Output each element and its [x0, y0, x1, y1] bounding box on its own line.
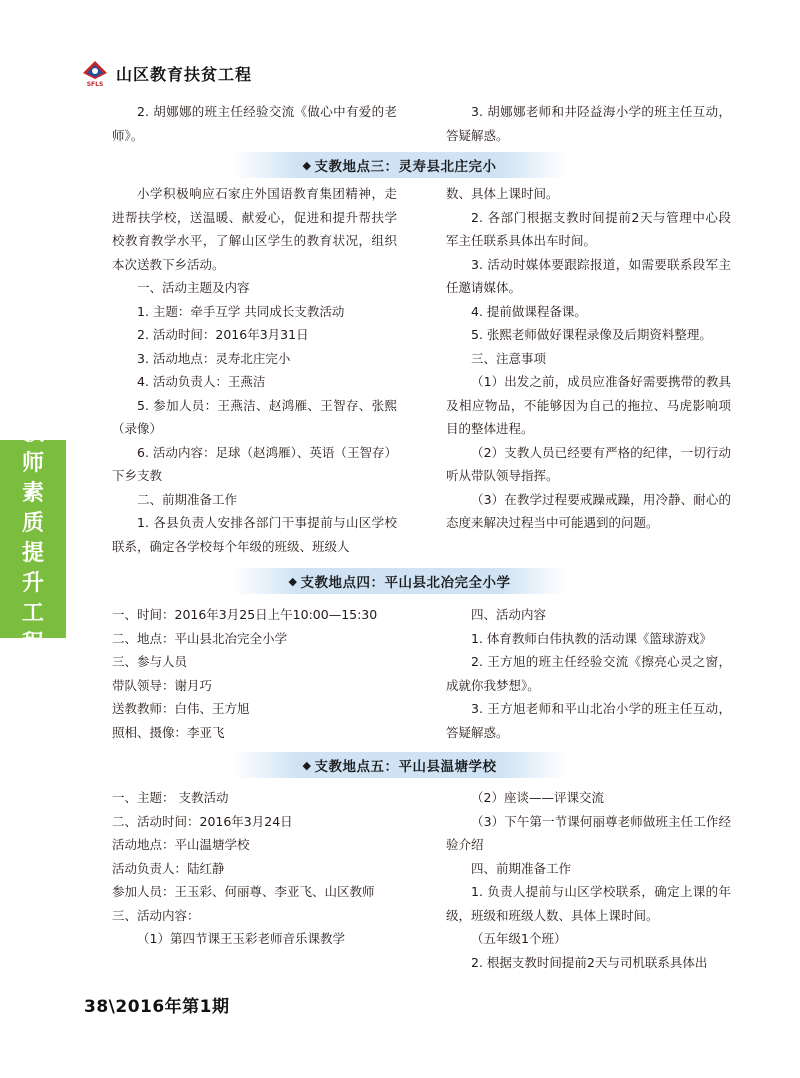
paragraph: 一、活动主题及内容 — [137, 280, 250, 295]
side-tab-char: 素 — [21, 481, 44, 506]
paragraph: 二、活动时间：2016年3月24日 — [112, 813, 293, 829]
side-tab-char: 程 — [21, 631, 44, 656]
paragraph: 4. 活动负责人：王燕洁 — [137, 374, 266, 389]
paragraph: 三、参与人员 — [112, 654, 188, 669]
diamond-icon: ◆ — [302, 158, 312, 172]
section4-right-column — [446, 603, 731, 744]
paragraph: 2. 根据支教时间提前2天与司机联系具体出 — [471, 954, 708, 970]
section-banner-3 — [232, 152, 567, 178]
banner-title: 支教地点五：平山县温塘学校 — [314, 759, 497, 775]
top-right-column — [446, 100, 731, 147]
side-tab-char: 质 — [21, 511, 44, 536]
paragraph: 3. 王方旭老师和平山北冶小学的班主任互动，答疑解惑。 — [446, 701, 731, 740]
logo-text: SFLS — [86, 81, 104, 88]
paragraph: 一、主题： 支教活动 — [112, 790, 229, 805]
side-tab-char: 教 — [21, 421, 44, 446]
paragraph: 6. 活动内容：足球（赵鸿雁）、英语（王智存）下乡支教 — [112, 444, 397, 483]
paragraph: 四、前期准备工作 — [471, 860, 572, 876]
section3-left-column — [112, 182, 397, 558]
paragraph: 四、活动内容 — [471, 607, 547, 622]
page-header — [80, 58, 252, 88]
paragraph: （1）第四节课王玉彩老师音乐课教学 — [137, 931, 345, 946]
paragraph: 3. 活动地点：灵寿北庄完小 — [137, 350, 291, 366]
side-tab-char: 师 — [21, 451, 44, 476]
paragraph: 带队领导：谢月巧 — [112, 677, 213, 693]
paragraph: （3）在教学过程要戒躁戒躁，用冷静、耐心的态度来解决过程当中可能遇到的问题。 — [446, 491, 731, 530]
side-tab — [0, 421, 66, 656]
paragraph: 1. 负责人提前与山区学校联系，确定上课的年级，班级和班级人数、具体上课时间。 — [446, 884, 731, 923]
paragraph: （1）出发之前，成员应准备好需要携带的教具及相应物品，不能够因为自己的拖拉、马虎影响项目的整体进程。 — [446, 374, 731, 436]
paragraph: 送教教师：白伟、王方旭 — [112, 701, 250, 716]
paragraph: 3. 胡娜娜老师和井陉益海小学的班主任互动，答疑解惑。 — [446, 104, 731, 143]
paragraph: 5. 参加人员：王燕洁、赵鸿雁、王智存、张熙（录像） — [112, 397, 397, 436]
side-tab-char: 工 — [21, 601, 44, 626]
section5-left-column — [112, 786, 397, 951]
paragraph: 2. 胡娜娜的班主任经验交流《做心中有爱的老师》。 — [112, 104, 397, 143]
paragraph: 三、活动内容： — [112, 907, 200, 923]
paragraph: 参加人员：王玉彩、何丽尊、李亚飞、山区教师 — [112, 884, 375, 899]
section-banner-5 — [232, 752, 567, 778]
section5-right-column — [446, 786, 731, 974]
header-title: 山区教育扶贫工程 — [116, 64, 253, 84]
paragraph: 数、具体上课时间。 — [446, 186, 559, 201]
banner-title: 支教地点三：灵寿县北庄完小 — [314, 159, 497, 175]
paragraph: 一、时间：2016年3月25日上午10:00—15:30 — [112, 607, 378, 622]
paragraph: （2）支教人员已经要有严格的纪律，一切行动听从带队领导指挥。 — [446, 444, 731, 483]
page-footer: 38\2016年第1期 — [84, 997, 230, 1017]
paragraph: 二、前期准备工作 — [137, 491, 238, 507]
paragraph: 2. 活动时间：2016年3月31日 — [137, 327, 309, 342]
paragraph: 1. 主题：牵手互学 共同成长支教活动 — [137, 303, 345, 319]
paragraph: 二、地点：平山县北冶完全小学 — [112, 630, 288, 646]
paragraph: 照相、摄像：李亚飞 — [112, 724, 225, 740]
paragraph: 4. 提前做课程备课。 — [471, 303, 587, 319]
paragraph: 1. 体育教师白伟执教的活动课《篮球游戏》 — [471, 630, 712, 646]
paragraph: （2）座谈——评课交流 — [471, 790, 604, 805]
paragraph: 2. 王方旭的班主任经验交流《擦亮心灵之窗，成就你我梦想》。 — [446, 654, 731, 693]
section3-right-column — [446, 182, 731, 535]
paragraph: （五年级1个班） — [471, 931, 567, 946]
section4-left-column — [112, 603, 397, 744]
paragraph: （3）下午第一节课何丽尊老师做班主任工作经验介绍 — [446, 813, 731, 852]
paragraph: 小学积极响应石家庄外国语教育集团精神，走进帮扶学校，送温暖、献爱心，促进和提升帮扶学校教育教学水平，了解山区学生的教育状况，组织本次送教下乡活动。 — [112, 186, 397, 272]
paragraph: 1. 各县负责人安排各部门干事提前与山区学校联系，确定各学校每个年级的班级、班级人 — [112, 515, 397, 554]
side-tab-char: 升 — [21, 571, 44, 596]
paragraph: 活动地点：平山温塘学校 — [112, 837, 250, 852]
paragraph: 三、注意事项 — [471, 350, 547, 366]
section-banner-4 — [232, 568, 567, 594]
diamond-icon: ◆ — [302, 758, 312, 772]
side-tab-char: 提 — [21, 541, 44, 566]
banner-title: 支教地点四：平山县北冶完全小学 — [300, 575, 511, 591]
school-logo — [80, 60, 110, 86]
diamond-icon: ◆ — [288, 574, 298, 588]
paragraph: 活动负责人：陆红静 — [112, 860, 225, 876]
top-left-column — [112, 100, 397, 147]
paragraph: 3. 活动时媒体要跟踪报道，如需要联系段军主任邀请媒体。 — [446, 256, 731, 295]
paragraph: 5. 张熙老师做好课程录像及后期资料整理。 — [471, 327, 712, 342]
paragraph: 2. 各部门根据支教时间提前2天与管理中心段军主任联系具体出车时间。 — [446, 209, 731, 248]
